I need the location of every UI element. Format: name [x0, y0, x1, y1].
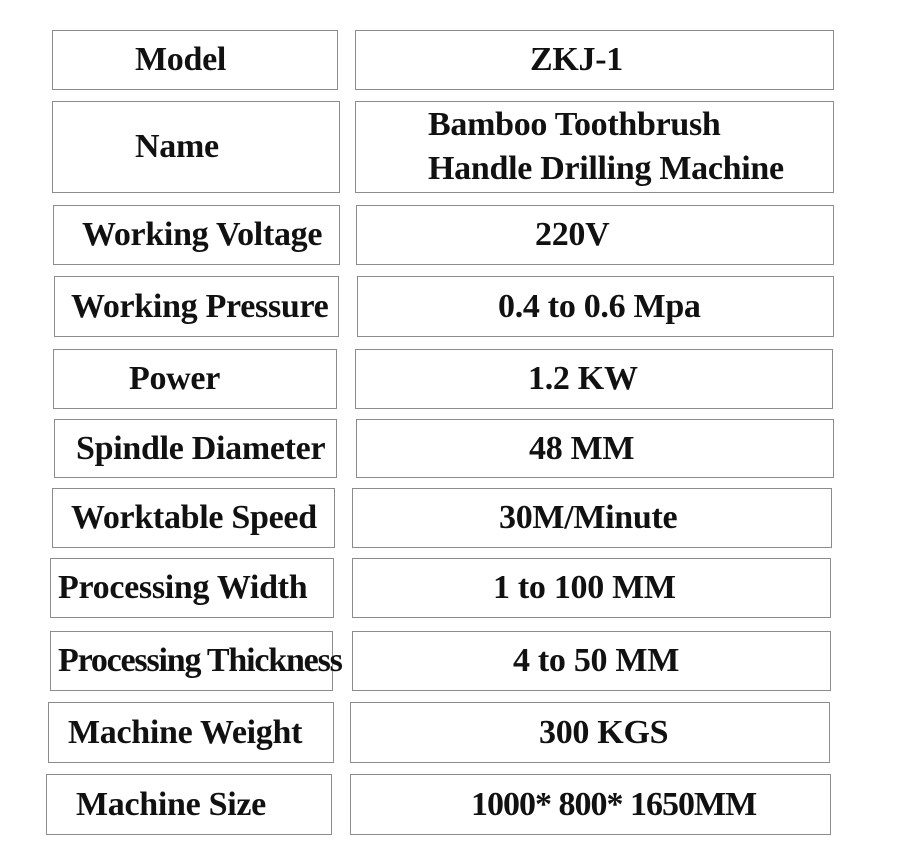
- spec-value-cell: [356, 419, 834, 478]
- spec-label: Machine Size: [76, 785, 266, 823]
- spec-value-cell: [350, 774, 831, 835]
- spec-label: Worktable Speed: [71, 499, 317, 536]
- spec-value: 300 KGS: [539, 713, 669, 751]
- spec-value-cell: [356, 205, 834, 265]
- spec-label-cell: [52, 488, 335, 548]
- spec-value-cell: [352, 558, 831, 618]
- spec-label-cell: [54, 419, 337, 478]
- spec-value: 48 MM: [529, 429, 635, 467]
- spec-value-cell: [355, 30, 834, 90]
- spec-value-cell: [352, 631, 831, 691]
- spec-value: 1 to 100 MM: [493, 569, 676, 606]
- spec-label-cell: [52, 101, 340, 193]
- spec-label-cell: [53, 349, 337, 409]
- spec-label: Processing Thickness: [58, 642, 342, 679]
- spec-value: 4 to 50 MM: [513, 642, 680, 679]
- spec-label-cell: [54, 276, 339, 337]
- spec-value: 30M/Minute: [499, 499, 678, 536]
- spec-value-cell: [355, 101, 834, 193]
- spec-value: 0.4 to 0.6 Mpa: [498, 287, 701, 325]
- spec-value: 220V: [535, 216, 610, 253]
- spec-value: 1.2 KW: [528, 360, 638, 397]
- spec-label: Name: [135, 128, 219, 165]
- spec-label: Spindle Diameter: [76, 429, 326, 467]
- spec-label-cell: [50, 631, 342, 691]
- spec-label-cell: [50, 558, 334, 618]
- spec-value-cell: [352, 488, 832, 548]
- spec-label: Working Pressure: [71, 287, 329, 325]
- spec-label-cell: [52, 30, 338, 90]
- spec-label-cell: [53, 205, 340, 265]
- spec-value: ZKJ-1: [530, 41, 623, 78]
- spec-value: 1000* 800* 1650MM: [471, 785, 757, 823]
- spec-value-stack: [428, 103, 784, 191]
- spec-label: Working Voltage: [82, 216, 323, 253]
- spec-label: Machine Weight: [68, 713, 303, 751]
- spec-value: Bamboo Toothbrush: [428, 106, 721, 143]
- spec-value-cell: [357, 276, 834, 337]
- spec-label-cell: [48, 702, 334, 763]
- spec-label: Power: [129, 360, 221, 397]
- spec-label-cell: [46, 774, 332, 835]
- spec-value: Handle Drilling Machine: [428, 150, 784, 187]
- spec-label: Model: [135, 41, 227, 78]
- spec-value-cell: [350, 702, 830, 763]
- spec-label: Processing Width: [58, 569, 308, 606]
- spec-value-cell: [355, 349, 833, 409]
